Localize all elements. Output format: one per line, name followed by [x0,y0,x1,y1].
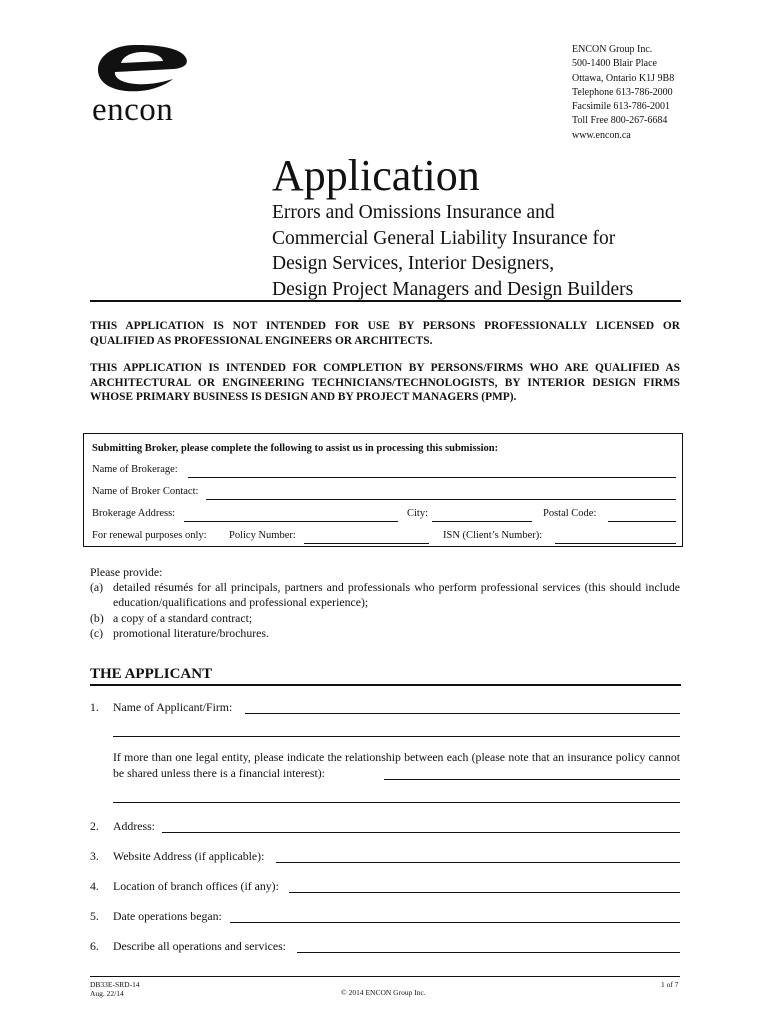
form-date: Aug. 22/14 [90,989,124,998]
operations-began-field[interactable] [230,922,680,923]
website-label: Website Address (if applicable): [113,849,265,863]
encon-logo [90,42,200,127]
title-divider [90,300,681,302]
broker-contact-label: Name of Broker Contact: [92,486,199,497]
isn-field[interactable] [555,543,676,544]
subtitle-line: Design Project Managers and Design Builders [272,278,634,300]
isn-label: ISN (Client’s Number): [443,530,543,541]
applicant-name-field[interactable] [245,713,680,714]
applicant-name-field-continued[interactable] [113,736,680,737]
list-item-text: a copy of a standard contract; [113,610,253,625]
notice-not-intended: THIS APPLICATION IS NOT INTENDED FOR USE BY PERSONS PROFESSIONALLY LICENSED OR QUALIFIED AS PROFESSIONAL ENGINEERS OR ARCHITECTS. [90,320,680,347]
notice-intended: THIS APPLICATION IS INTENDED FOR COMPLETION BY PERSONS/FIRMS WHO ARE QUALIFIED AS ARCHITECTURAL OR ENGINEERING TECHNICIANS/TECHNOLOGISTS, BY INTERIOR DESIGN FIRMS WHOSE PRIMARY BUSINESS IS DESIGN AND BY PROJECT MANAGERS (PMP). [90,362,680,404]
company-name: ENCON Group Inc. [572,44,653,55]
subtitle-line: Errors and Omissions Insurance and [272,202,555,223]
company-telephone: Telephone 613-786-2000 [572,86,673,98]
question-number: 4. [90,879,99,893]
company-address-block [572,43,674,143]
branch-offices-field[interactable] [289,892,680,893]
brokerage-address-field[interactable] [184,521,398,522]
question-number: 1. [90,700,99,714]
list-item-text: promotional literature/brochures. [113,625,269,640]
section-divider [90,684,681,686]
postal-code-label: Postal Code: [543,508,597,519]
renewal-label: For renewal purposes only: [92,530,207,541]
document-title: Application [272,151,480,200]
policy-number-field[interactable] [304,543,429,544]
subtitle-line: Design Services, Interior Designers, [272,253,555,274]
question-number: 3. [90,849,99,863]
website-field[interactable] [276,862,680,863]
company-fax: Facsimile 613-786-2001 [572,101,671,113]
list-item-text: detailed résumés for all principals, partners and professionals who perform professional services (this should include education/qualifications and professional experience); [113,580,680,610]
company-street: 500-1400 Blair Place [572,58,657,70]
brokerage-address-label: Brokerage Address: [92,508,176,519]
encon-wordmark: encon [92,92,174,128]
document-subtitle [272,200,633,302]
city-field[interactable] [432,521,532,522]
address-label: Address: [113,819,155,833]
encon-logo-mark-icon [94,42,194,94]
question-number: 5. [90,909,99,923]
postal-code-field[interactable] [608,521,676,522]
broker-contact-field[interactable] [206,499,676,500]
company-website: www.encon.ca [572,129,631,141]
copyright: © 2014 ENCON Group Inc. [341,988,426,997]
legal-entity-instructions: If more than one legal entity, please indicate the relationship between each (please note that an insurance policy cannot be shared unless there is a financial interest): [113,750,680,780]
legal-entity-relationship-field-continued[interactable] [113,802,680,803]
list-item [90,626,680,641]
company-tollfree: Toll Free 800-267-6684 [572,115,668,127]
brokerage-name-field[interactable] [188,477,676,478]
legal-entity-relationship-field[interactable] [384,779,680,780]
operations-services-label: Describe all operations and services: [113,939,286,953]
broker-heading: Submitting Broker, please complete the following to assist us in processing this submission: [92,443,499,454]
question-number: 2. [90,819,99,833]
city-label: City: [407,508,429,519]
branch-offices-label: Location of branch offices (if any): [113,879,279,893]
list-marker: (a) [90,580,104,595]
policy-number-label: Policy Number: [229,530,296,541]
provide-intro: Please provide: [90,565,163,579]
question-number: 6. [90,939,99,953]
list-item [90,580,680,610]
operations-services-field[interactable] [297,952,680,953]
list-item [90,611,680,626]
list-marker: (c) [90,625,104,640]
operations-began-label: Date operations began: [113,909,222,923]
form-code: DB33E-SRD-14 [90,980,140,989]
section-title-applicant: THE APPLICANT [90,666,213,682]
footer-divider [90,976,680,977]
provide-list [90,565,680,641]
address-field[interactable] [162,832,680,833]
page-number: 1 of 7 [661,980,679,989]
broker-section [83,433,683,547]
applicant-name-label: Name of Applicant/Firm: [113,700,233,714]
company-city: Ottawa, Ontario K1J 9B8 [572,72,675,84]
list-marker: (b) [90,610,104,625]
brokerage-name-label: Name of Brokerage: [92,464,178,475]
subtitle-line: Commercial General Liability Insurance for [272,227,616,249]
